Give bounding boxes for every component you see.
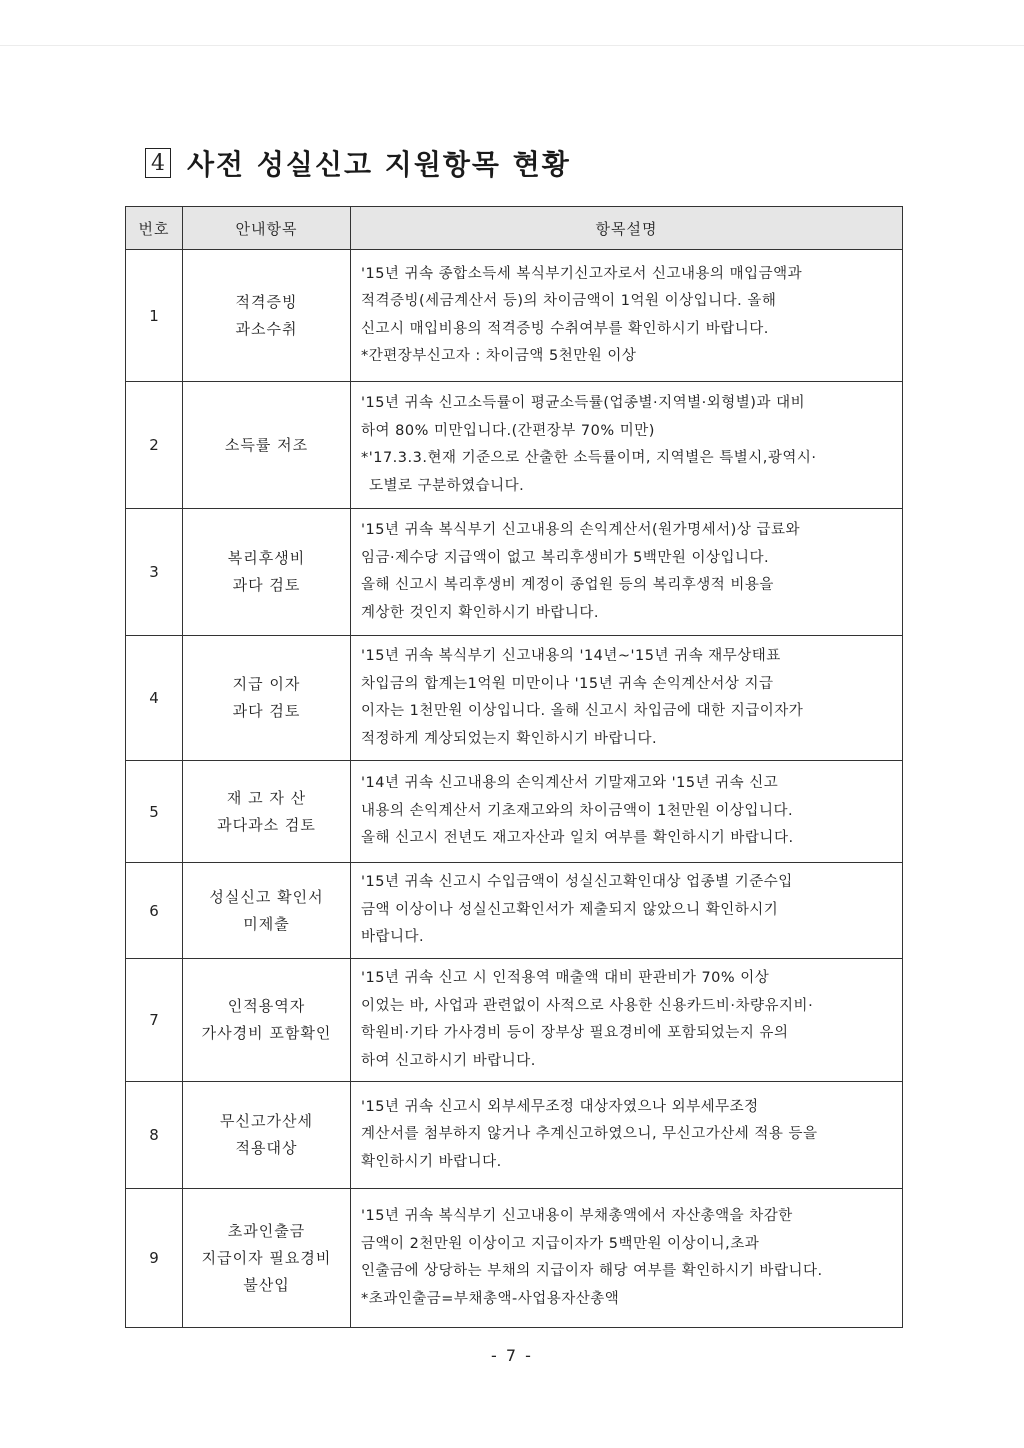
table-row xyxy=(126,959,903,1082)
row-description: '15년 귀속 종합소득세 복식부기신고자로서 신고내용의 매입금액과 적격증빙(세금계산서 등)의 차이금액이 1억원 이상입니다. 올해 신고시 매입비용의 적격증빙 수취여부를 확인하시기 바랍니다. *간편장부신고자 : 차이금액 5천만원 이상 xyxy=(351,250,903,382)
row-guide-item: 무신고가산세 적용대상 xyxy=(183,1082,351,1189)
table-row xyxy=(126,761,903,863)
table-header-row xyxy=(126,207,903,250)
header-number: 번호 xyxy=(126,207,183,250)
section-heading xyxy=(145,140,571,186)
row-number: 2 xyxy=(126,382,183,509)
row-number: 9 xyxy=(126,1189,183,1328)
row-description: '15년 귀속 신고시 외부세무조정 대상자였으나 외부세무조정 계산서를 첨부하지 않거나 추계신고하였으니, 무신고가산세 적용 등을 확인하시기 바랍니다. xyxy=(351,1082,903,1189)
row-guide-item: 인적용역자 가사경비 포함확인 xyxy=(183,959,351,1082)
row-guide-item: 초과인출금 지급이자 필요경비 불산입 xyxy=(183,1189,351,1328)
row-number: 4 xyxy=(126,636,183,761)
row-description: '15년 귀속 신고시 수입금액이 성실신고확인대상 업종별 기준수입 금액 이상이나 성실신고확인서가 제출되지 않았으니 확인하시기 바랍니다. xyxy=(351,863,903,959)
row-number: 5 xyxy=(126,761,183,863)
table-row xyxy=(126,382,903,509)
header-guide-item: 안내항목 xyxy=(183,207,351,250)
support-items-table xyxy=(125,206,903,1328)
row-number: 3 xyxy=(126,509,183,636)
row-guide-item: 지급 이자 과다 검토 xyxy=(183,636,351,761)
row-guide-item: 소득률 저조 xyxy=(183,382,351,509)
row-number: 6 xyxy=(126,863,183,959)
row-number: 8 xyxy=(126,1082,183,1189)
row-guide-item: 성실신고 확인서 미제출 xyxy=(183,863,351,959)
row-number: 7 xyxy=(126,959,183,1082)
row-guide-item: 적격증빙 과소수취 xyxy=(183,250,351,382)
table-row xyxy=(126,636,903,761)
page-number: - 7 - xyxy=(491,1346,533,1365)
row-description: '15년 귀속 신고소득률이 평균소득률(업종별·지역별·외형별)과 대비 하여 80% 미만입니다.(간편장부 70% 미만) *'17.3.3.현재 기준으로 산출한 소득률이며, 지역별은 특별시,광역시· 도별로 구분하였습니다. xyxy=(351,382,903,509)
row-guide-item: 재 고 자 산 과다과소 검토 xyxy=(183,761,351,863)
table-row xyxy=(126,1189,903,1328)
table-row xyxy=(126,250,903,382)
row-guide-item: 복리후생비 과다 검토 xyxy=(183,509,351,636)
table-row xyxy=(126,509,903,636)
row-description: '15년 귀속 신고 시 인적용역 매출액 대비 판관비가 70% 이상 이었는 바, 사업과 관련없이 사적으로 사용한 신용카드비·차량유지비· 학원비·기타 가사경비 등이 장부상 필요경비에 포함되었는지 유의 하여 신고하시기 바랍니다. xyxy=(351,959,903,1082)
section-number-box: 4 xyxy=(145,148,171,178)
section-title: 사전 성실신고 지원항목 현황 xyxy=(187,148,571,181)
row-description: '15년 귀속 복식부기 신고내용의 '14년~'15년 귀속 재무상태표 차입금의 합계는1억원 미만이나 '15년 귀속 손익계산서상 지급 이자는 1천만원 이상입니다. 올해 신고시 차입금에 대한 지급이자가 적정하게 계상되었는지 확인하시기 바랍니다. xyxy=(351,636,903,761)
row-number: 1 xyxy=(126,250,183,382)
row-description: '15년 귀속 복식부기 신고내용의 손익계산서(원가명세서)상 급료와 임금·제수당 지급액이 없고 복리후생비가 5백만원 이상입니다. 올해 신고시 복리후생비 계정이 종업원 등의 복리후생적 비용을 계상한 것인지 확인하시기 바랍니다. xyxy=(351,509,903,636)
header-item-description: 항목설명 xyxy=(351,207,903,250)
table-row xyxy=(126,1082,903,1189)
table-row xyxy=(126,863,903,959)
row-description: '14년 귀속 신고내용의 손익계산서 기말재고와 '15년 귀속 신고 내용의 손익계산서 기초재고와의 차이금액이 1천만원 이상입니다. 올해 신고시 전년도 재고자산과 일치 여부를 확인하시기 바랍니다. xyxy=(351,761,903,863)
row-description: '15년 귀속 복식부기 신고내용이 부채총액에서 자산총액을 차감한 금액이 2천만원 이상이고 지급이자가 5백만원 이상이니,초과 인출금에 상당하는 부채의 지급이자 해당 여부를 확인하시기 바랍니다. *초과인출금=부채총액-사업용자산총액 xyxy=(351,1189,903,1328)
scan-artifact-line xyxy=(0,45,1024,46)
